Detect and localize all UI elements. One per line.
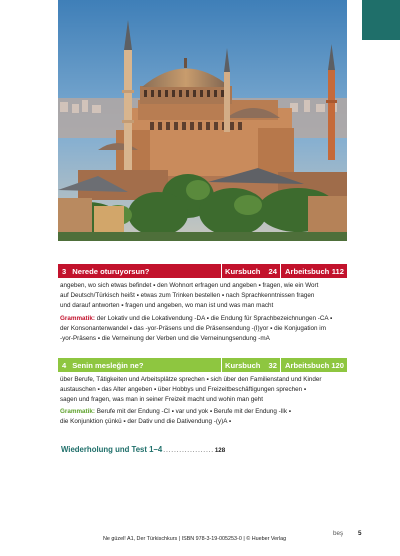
- grammar-label: Grammatik:: [60, 315, 95, 322]
- grammar-line: die Konjunktion çünkü ▪ der Dativ und die Dativendung -(y)A ▪: [60, 418, 232, 425]
- unit-number: 4: [62, 360, 67, 370]
- page-number: 5: [358, 530, 362, 537]
- arbeitsbuch-label: Arbeitsbuch: [285, 266, 330, 276]
- page-number-word: beş: [333, 530, 344, 537]
- review-page: 128: [214, 447, 226, 454]
- unit-4-goals: [60, 375, 350, 405]
- hagia-sophia-photo: [58, 0, 347, 241]
- goal-line: über Berufe, Tätigkeiten und Arbeitsplätze sprechen ▪ sich über den Familienstand und Kinder: [60, 376, 322, 383]
- chapter-tab-marker: [362, 0, 400, 40]
- unit-4-header: [58, 358, 347, 372]
- goal-line: sagen und fragen, was man in seiner Freizeit macht und wohin man geht: [60, 396, 264, 403]
- unit-4-grammar: [60, 407, 350, 427]
- grammar-line: -yor-Präsens ▪ die Verneinung der Verben und die Verneinungsendung -mA: [60, 335, 270, 342]
- unit-3-goals: [60, 281, 350, 311]
- unit-title: Nerede oturuyorsun?: [72, 266, 150, 276]
- review-label: Wiederholung und Test 1–4: [61, 445, 163, 454]
- unit-3-grammar: [60, 314, 350, 344]
- grammar-line: der Lokativ und die Lokativendung -DA ▪ die Endung für Sprachbezeichnungen -CA ▪: [95, 315, 333, 322]
- goal-line: austauschen ▪ das Alter angeben ▪ über Hobbys und Freizeitbeschäftigungen sprechen ▪: [60, 386, 307, 393]
- kursbuch-page: 24: [268, 266, 277, 276]
- grammar-label: Grammatik:: [60, 408, 95, 415]
- kursbuch-label: Kursbuch: [225, 360, 261, 370]
- goal-line: angeben, wo sich etwas befindet ▪ den Wohnort erfragen und angeben ▪ fragen, wie ein Wort: [60, 282, 319, 289]
- unit-title: Senin mesleğin ne?: [72, 360, 144, 370]
- grammar-line: Berufe mit der Endung -CI ▪ var und yok ▪ Berufe mit der Endung -lIk ▪: [95, 408, 292, 415]
- arbeitsbuch-page: 120: [331, 360, 344, 370]
- leader-dots: ...................: [163, 445, 214, 454]
- arbeitsbuch-label: Arbeitsbuch: [285, 360, 330, 370]
- grammar-line: der Konsonantenwandel ▪ das -yor-Präsens und die Präsensendung -(I)yor ▪ die Konjugation im: [60, 325, 326, 332]
- unit-3-header: [58, 264, 347, 278]
- kursbuch-label: Kursbuch: [225, 266, 261, 276]
- unit-number: 3: [62, 266, 67, 276]
- footer-credit: Ne güzel! A1, Der Türkischkurs | ISBN 978-3-19-005253-0 | © Hueber Verlag: [103, 536, 287, 542]
- kursbuch-page: 32: [268, 360, 277, 370]
- review-entry[interactable]: [61, 445, 225, 454]
- goal-line: und darauf antworten ▪ fragen und angeben, wo man ist und was man macht: [60, 302, 274, 309]
- arbeitsbuch-page: 112: [331, 266, 344, 276]
- goal-line: auf Deutsch/Türkisch heißt ▪ etwas zum Trinken bestellen ▪ nach Sprachkenntnissen fragen: [60, 292, 315, 299]
